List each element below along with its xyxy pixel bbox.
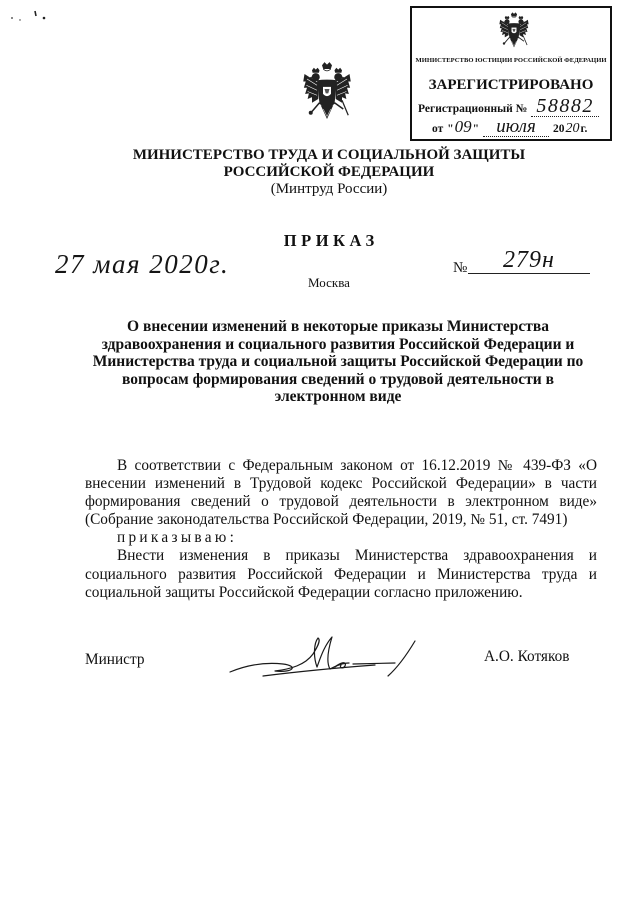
signatory-position: Министр [85,651,145,668]
subject-line: электронном виде [274,388,402,406]
body-line: социальной защиты Российской Федерации согласно приложению. [85,583,523,601]
stamp-quote-close: " [472,123,480,135]
body-line: В соответствии с Федеральным законом от 16.12.2019 № 439-ФЗ «О [117,457,597,474]
order-number-label: № [453,260,468,276]
scan-specks [8,6,58,24]
subject-line: О внесении изменений в некоторые приказы Министерства [127,318,549,335]
body-line: Внести изменения в приказы Министерства здравоохранения и [117,547,597,565]
stamp-year-suffix: г. [580,123,588,135]
order-date: 27 мая 2020г. [55,249,230,279]
stamp-year: 20 [565,121,580,136]
order-number: 279н [468,247,590,274]
subject-line: вопросам формирования сведений о трудовой деятельности в [122,370,554,388]
stamp-date-prefix: от [432,123,444,135]
order-word: приказываю: [117,529,238,547]
stamp-day: 09 [454,117,472,136]
registration-stamp [410,6,612,141]
stamp-quote-open: " [447,123,454,135]
stamp-month: июля [483,118,549,137]
subject-line: Министерства труда и социальной защиты Российской Федерации по [92,353,584,371]
stamp-reg-number: 58882 [531,96,599,117]
order-body [85,457,597,602]
body-line: социального развития Российской Федерации и Министерства труда и [85,565,597,583]
subject-line: здравоохранения и социального развития Российской Федерации и [101,335,575,353]
body-line: (Собрание законодательства Российской Федерации, 2019, № 51, ст. 7491) [85,511,568,529]
body-line: формирования сведений о трудовой деятельности в электронном виде» [85,493,597,511]
ministry-short-name: (Минтруд России) [270,181,388,197]
signatory-name: А.О. Котяков [484,648,570,665]
document-type: ПРИКАЗ [283,231,379,250]
handwritten-signature [225,632,420,688]
body-line: внесении изменений в Трудовой кодекс Российской Федерации» в части [85,475,597,493]
stamp-registration-row [418,96,599,118]
stamp-year-prefix: 20 [553,123,565,135]
ministry-name-line2: РОССИЙСКОЙ ФЕДЕРАЦИИ [223,164,435,180]
stamp-date-row [432,117,587,137]
stamp-reg-label: Регистрационный № [418,103,528,115]
ministry-name-line1: МИНИСТЕРСТВО ТРУДА И СОЦИАЛЬНОЙ ЗАЩИТЫ [132,147,526,163]
order-subject [85,318,591,406]
double-headed-eagle-icon [497,12,531,52]
stamp-ministry: МИНИСТЕРСТВО ЮСТИЦИИ РОССИЙСКОЙ ФЕДЕРАЦИИ [415,57,607,64]
ministry-header [79,147,579,198]
order-city: Москва [308,275,350,290]
stamp-status: ЗАРЕГИСТРИРОВАНО [428,77,594,93]
double-headed-eagle-icon [302,60,352,128]
